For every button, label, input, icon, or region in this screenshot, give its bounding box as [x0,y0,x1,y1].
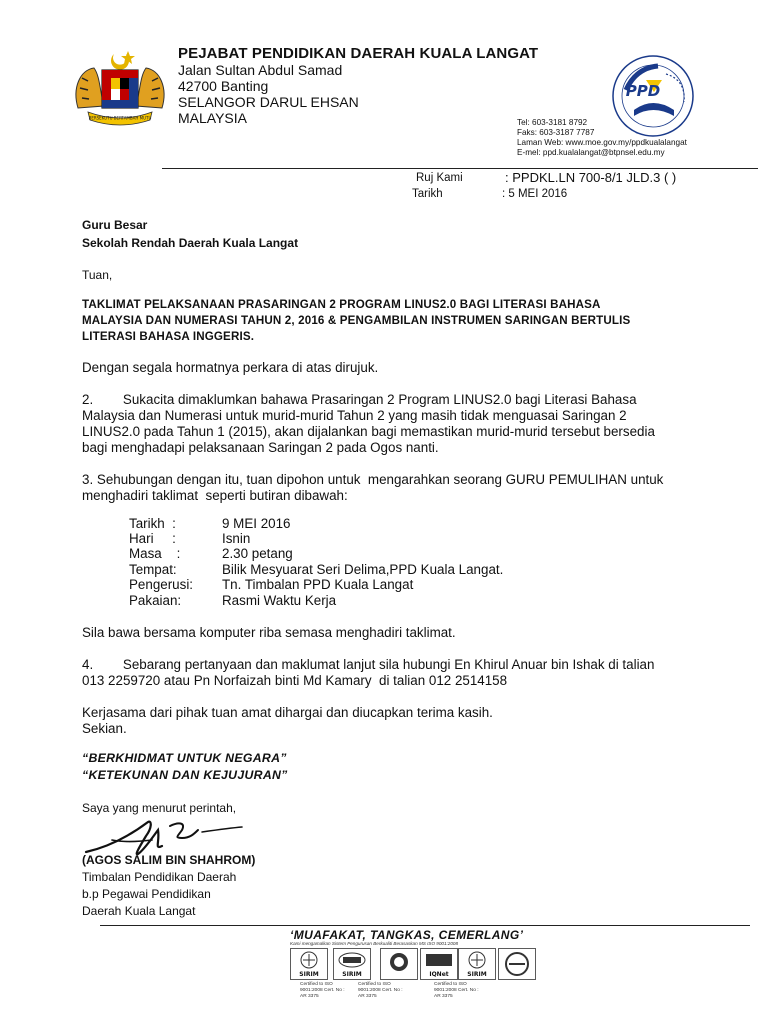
detail-value: 2.30 petang [222,546,293,561]
paragraph-2-line: Malaysia dan Numerasi untuk murid-murid Tahun 2 yang masih tidak menguasai Saringan 2 [82,408,627,423]
signature-intro: Saya yang menurut perintah, [82,801,237,815]
ppd-logo-icon [596,50,710,142]
svg-text:IQNet: IQNet [429,971,449,978]
detail-label: Masa : [129,546,181,561]
date-value: : 5 MEI 2016 [502,188,568,200]
subject-line: MALAYSIA DAN NUMERASI TAHUN 2, 2016 & PENGAMBILAN INSTRUMEN SARINGAN BERTULIS [82,314,631,327]
sirim-certification-badge-icon [290,948,328,980]
office-name: PEJABAT PENDIDIKAN DAERAH KUALA LANGAT [178,45,539,62]
address-line: MALAYSIA [178,110,247,126]
recipient-title: Guru Besar [82,218,148,232]
detail-value: Bilik Mesyuarat Seri Delima,PPD Kuala Langat. [222,562,504,577]
opening-paragraph: Dengan segala hormatnya perkara di atas dirujuk. [82,360,379,375]
management-system-badge-icon [380,948,418,980]
signatory-title: Daerah Kuala Langat [82,904,196,918]
closing-line: Kerjasama dari pihak tuan amat dihargai dan diucapkan terima kasih. [82,705,493,720]
detail-value: Isnin [222,531,251,546]
address-line: Jalan Sultan Abdul Samad [178,62,343,78]
standard-badge-icon [333,948,371,980]
paragraph-2-line: bagi menghadapi pelaksanaan Saringan 2 pada Ogos nanti. [82,440,439,455]
signatory-name: (AGOS SALIM BIN SHAHROM) [82,853,256,867]
paragraph-3-line: menghadiri taklimat seperti butiran dibawah: [82,488,348,503]
detail-value: 9 MEI 2016 [222,516,291,531]
paragraph-4-line: 4. Sebarang pertanyaan dan maklumat lanjut sila hubungi En Khirul Anuar bin Ishak di talian [82,657,655,672]
detail-value: Rasmi Waktu Kerja [222,593,337,608]
subject-line: TAKLIMAT PELAKSANAAN PRASARINGAN 2 PROGRAM LINUS2.0 BAGI LITERASI BAHASA [82,298,601,311]
malaysia-coat-of-arms-icon [70,48,170,126]
paragraph-3-line: 3. Sehubungan dengan itu, tuan dipohon untuk mengarahkan seorang GURU PEMULIHAN untuk [82,472,664,487]
footer-divider [100,925,750,926]
svg-text:SIRIM: SIRIM [299,971,319,978]
ppd-logo-text: PPD [625,82,661,100]
address-line: SELANGOR DARUL EHSAN [178,94,359,110]
laptop-paragraph: Sila bawa bersama komputer riba semasa menghadiri taklimat. [82,625,456,640]
closing-line: Sekian. [82,721,127,736]
subject-line: LITERASI BAHASA INGGERIS. [82,330,255,343]
contact-tel: Tel: 603-3181 8792 [517,118,588,127]
contact-email: E-mel: ppd.kualalangat@btpnsel.edu.my [517,148,665,157]
detail-label: Tarikh : [129,516,176,531]
signatory-title: b.p Pegawai Pendidikan [82,887,211,901]
iqnet-badge-icon [420,948,458,980]
recipient-school: Sekolah Rendah Daerah Kuala Langat [82,236,299,250]
salutation: Tuan, [82,268,113,282]
certification-caption: Certified to ISO 9001:2008 Cert. No : AR 3375 [434,982,479,999]
detail-label: Pakaian: [129,593,182,608]
iso-badge-icon [498,948,536,980]
contact-web: Laman Web: www.moe.gov.my/ppdkualalangat [517,138,687,147]
detail-label: Tempat: [129,562,177,577]
sirim-certification-badge-icon [458,948,496,980]
motto-line: “BERKHIDMAT UNTUK NEGARA” [82,751,287,765]
crest-motto: BERSEKUTU BERTAMBAH MUTU [88,115,152,121]
ref-value: : PPDKL.LN 700-8/1 JLD.3 ( ) [505,170,677,185]
svg-text:SIRIM: SIRIM [467,971,487,978]
address-line: 42700 Banting [178,78,269,94]
detail-label: Pengerusi: [129,577,194,592]
contact-fax: Faks: 603-3187 7787 [517,128,595,137]
header-divider [162,168,758,169]
certification-caption: Certified to ISO 9001:2008 Cert. No : AR 3375 [300,982,345,999]
motto-line: “KETEKUNAN DAN KEJUJURAN” [82,768,288,782]
ref-label: Ruj Kami [416,172,463,184]
certification-caption: Certified to ISO 9001:2008 Cert. No : AR 3375 [358,982,403,999]
certification-note: Kami mengamalkan Sistem Pengurusan Berkualiti Berasaskan MS ISO 9001:2008 [290,941,459,946]
footer-motto: ‘MUAFAKAT, TANGKAS, CEMERLANG’ [290,928,524,942]
paragraph-2-line: LINUS2.0 pada Tahun 1 (2015), akan dijalankan bagi memastikan murid-murid tersebut bersedia [82,424,655,439]
detail-value: Tn. Timbalan PPD Kuala Langat [222,577,414,592]
svg-text:SIRIM: SIRIM [342,971,362,978]
detail-label: Hari : [129,531,176,546]
paragraph-2-line: 2. Sukacita dimaklumkan bahawa Prasaringan 2 Program LINUS2.0 bagi Literasi Bahasa [82,392,637,407]
paragraph-4-line: 013 2259720 atau Pn Norfaizah binti Md Kamary di talian 012 2514158 [82,673,508,688]
date-label: Tarikh [412,188,443,200]
signatory-title: Timbalan Pendidikan Daerah [82,870,237,884]
